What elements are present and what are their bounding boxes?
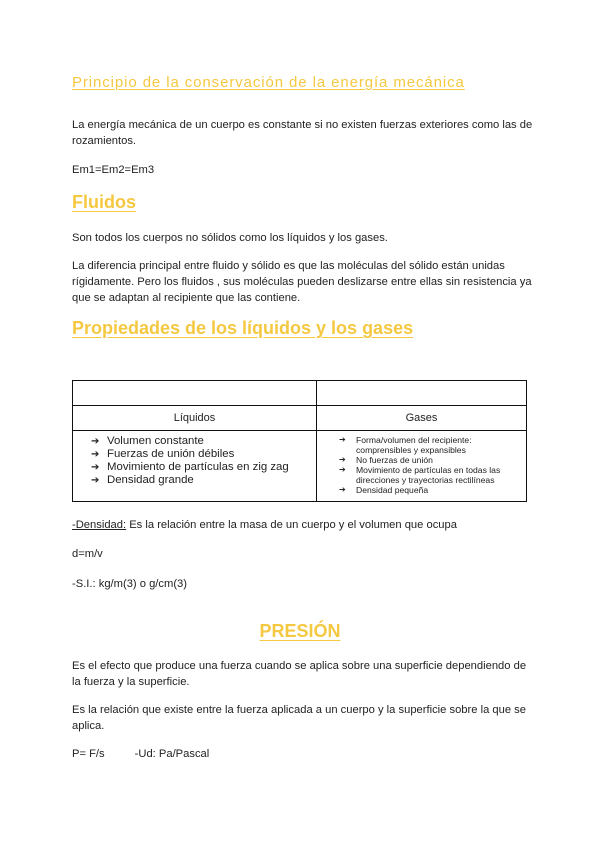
list-item: ➔ Forma/volumen del recipiente: comprensibles y expansibles [339,435,472,455]
list-item: ➔ Movimiento de partículas en todas las direcciones y trayectorias rectilíneas [339,465,501,485]
table-header-gases: Gases [317,406,527,431]
presion-text-1: Es el efecto que produce una fuerza cuando se aplica sobre una superficie dependiendo de la fuerza y la superficie. [72,660,527,688]
densidad-definition [72,517,534,533]
arrow-right-icon: ➔ [91,462,100,473]
fluidos-text-2: La diferencia principal entre fluido y sólido es que las moléculas del sólido están unidas rígidamente. Pero los fluidos , sus moléculas pueden deslizarse entre ellas sin resistencia ya que se adaptan al recipiente que las contiene. [72,260,532,304]
heading-presion: PRESIÓN [259,621,341,641]
table-cell-empty-right [317,381,527,406]
arrow-right-icon: ➔ [339,455,346,464]
densidad-text: Es la relación entre la masa de un cuerpo y el volumen que ocupa [126,519,457,531]
presion-formula: P= F/s [72,748,105,760]
heading-fluidos: Fluidos [72,192,136,212]
presion-text-2: Es la relación que existe entre la fuerza aplicada a un cuerpo y la superficie sobre la que se aplica. [72,704,526,732]
table-cell-empty-left [73,381,317,406]
gases-list [339,435,526,495]
list-item: ➔ Volumen constante [91,435,204,447]
liquidos-list [91,435,316,487]
densidad-label: -Densidad: [72,519,127,531]
arrow-right-icon: ➔ [91,475,100,486]
presion-unit: -Ud: Pa/Pascal [134,748,210,760]
arrow-right-icon: ➔ [339,465,346,474]
table-header-liquidos: Líquidos [73,406,317,431]
arrow-right-icon: ➔ [339,485,346,494]
arrow-right-icon: ➔ [339,435,346,444]
table-header-row [73,406,527,431]
table-empty-row [73,381,527,406]
fluidos-text-1: Son todos los cuerpos no sólidos como los líquidos y los gases. [72,232,388,244]
arrow-right-icon: ➔ [91,436,100,447]
heading-energia: Principio de la conservación de la energía mecánica [72,74,465,91]
densidad-formula: d=m/v [72,548,103,560]
list-item: ➔ Densidad pequeña [339,485,429,495]
energia-formula: Em1=Em2=Em3 [72,164,155,176]
densidad-units: -S.I.: kg/m(3) o g/cm(3) [72,578,187,590]
arrow-right-icon: ➔ [91,449,100,460]
list-item: ➔ Fuerzas de unión débiles [91,448,235,460]
heading-propiedades: Propiedades de los líquidos y los gases [72,318,414,338]
energia-text: La energía mecánica de un cuerpo es constante si no existen fuerzas exteriores como las de rozamientos. [72,119,533,147]
gases-list-cell [317,431,527,502]
list-item: ➔ Densidad grande [91,474,194,486]
liquidos-list-cell [73,431,317,502]
properties-table [72,380,527,502]
table-body-row [73,431,527,502]
presion-formula-line [72,746,534,762]
list-item: ➔ Movimiento de partículas en zig zag [91,461,289,473]
list-item: ➔ No fuerzas de unión [339,455,433,465]
